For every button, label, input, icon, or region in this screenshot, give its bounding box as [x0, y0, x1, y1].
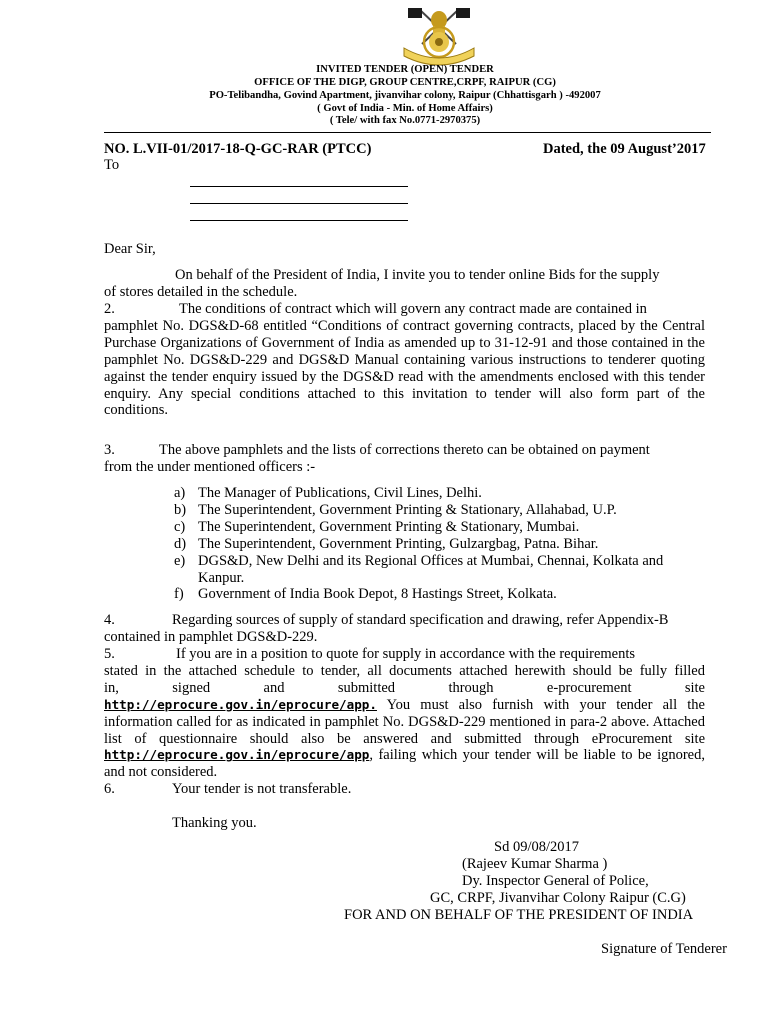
list-item: [104, 536, 705, 553]
paragraph-1-rest: of stores detailed in the schedule.: [104, 283, 298, 300]
paragraph-6-text: Your tender is not transferable.: [172, 781, 352, 797]
reference-number: NO. L.VII-01/2017-18-Q-GC-RAR (PTCC): [104, 141, 372, 157]
paragraph-5-number: 5.: [104, 646, 115, 662]
crpf-emblem: [398, 4, 480, 66]
paragraph-6: [104, 781, 705, 798]
paragraph-2-number: 2.: [104, 301, 115, 317]
signatory-name: (Rajeev Kumar Sharma ): [462, 856, 608, 872]
paragraph-3-rest: from the under mentioned officers :-: [104, 458, 316, 475]
paragraph-6-number: 6.: [104, 781, 115, 797]
paragraph-3-first-line: The above pamphlets and the lists of corrections thereto can be obtained on payment: [159, 442, 650, 458]
paragraph-1: [104, 267, 705, 301]
paragraph-3-number: 3.: [104, 442, 115, 458]
paragraph-5-continuation: You must also furnish with your tender all the information called for as indicated in pamphlet No. DGS&D-229 mentioned in para-2 above. Attached list of questionnaire should also be answered and submitted through eProcurement site: [104, 696, 705, 747]
address-line-3: [190, 220, 408, 221]
office-address: PO-Telibandha, Govind Apartment, jivanvihar colony, Raipur (Chhattisgarh ) -492007: [209, 90, 601, 101]
header-divider: [104, 132, 711, 133]
paragraph-4-first-line: Regarding sources of supply of standard specification and drawing, refer Appendix-B: [172, 612, 669, 628]
list-item-text: The Superintendent, Government Printing & Stationary, Allahabad, U.P.: [198, 501, 617, 518]
list-item: [104, 586, 705, 603]
list-marker: c): [174, 518, 186, 535]
paragraph-5-ending: , failing which your tender will be liable to be ignored, and not considered.: [104, 747, 705, 781]
paragraph-5-first-line: If you are in a position to quote for supply in accordance with the requirements: [176, 646, 636, 662]
list-marker: d): [174, 535, 187, 552]
list-item-text: Government of India Book Depot, 8 Hastings Street, Kolkata.: [198, 586, 557, 603]
paragraph-4: [104, 612, 705, 646]
on-behalf-line: FOR AND ON BEHALF OF THE PRESIDENT OF INDIA: [344, 907, 694, 923]
list-marker: a): [174, 485, 186, 501]
paragraph-5: [104, 646, 705, 781]
list-item-text: The Superintendent, Government Printing, Gulzargbag, Patna. Bihar.: [198, 535, 599, 552]
paragraph-4-rest: contained in pamphlet DGS&D-229.: [104, 628, 318, 645]
office-name: OFFICE OF THE DIGP, GROUP CENTRE,CRPF, RAIPUR (CG): [254, 77, 556, 88]
paragraph-2-rest: pamphlet No. DGS&D-68 entitled “Conditions of contract governing contracts, placed by the Central Purchase Organizations of Government of India as amended up to 31-12-91 and those contained in the pamphlet No. DGS&D-229 and DGS&D Manual containing various instructions to tenderer quoting against the tender enquiry issued by the DGS&D read with the amendments enclosed with this tender enquiry. Any special conditions attached to this invitation to tender will also form part of the conditions.: [104, 317, 705, 419]
list-marker: e): [174, 552, 186, 569]
signature-date: Sd 09/08/2017: [494, 839, 579, 855]
telephone-line: ( Tele/ with fax No.0771-2970375): [329, 115, 481, 126]
letter-date: Dated, the 09 August’2017: [543, 141, 706, 157]
list-marker: f): [174, 586, 184, 603]
signatory-designation: Dy. Inspector General of Police,: [462, 873, 649, 889]
ministry-line: ( Govt of India - Min. of Home Affairs): [317, 103, 493, 114]
list-item: [104, 502, 705, 519]
eprocure-link-1[interactable]: http://eprocure.gov.in/eprocure/app.: [104, 696, 377, 712]
address-line-1: [190, 186, 408, 187]
list-item-text: DGS&D, New Delhi and its Regional Offices at Mumbai, Chennai, Kolkata and Kanpur.: [198, 552, 664, 586]
address-line-2: [190, 203, 408, 204]
paragraph-1-first-line: On behalf of the President of India, I invite you to tender online Bids for the supply: [175, 267, 660, 283]
list-item: [104, 553, 705, 587]
signatory-office: GC, CRPF, Jivanvihar Colony Raipur (C.G): [430, 890, 686, 906]
to-label: To: [104, 157, 120, 173]
tenderer-signature-label: Signature of Tenderer: [601, 941, 727, 957]
list-item-text: The Superintendent, Government Printing & Stationary, Mumbai.: [198, 518, 580, 535]
paragraph-3: [104, 442, 705, 476]
eprocure-link-2[interactable]: http://eprocure.gov.in/eprocure/app: [104, 747, 370, 763]
salutation: Dear Sir,: [104, 241, 156, 257]
list-item-text: The Manager of Publications, Civil Lines, Delhi.: [198, 485, 482, 501]
list-item: [104, 519, 705, 536]
list-item: [104, 485, 705, 502]
tender-type-heading: INVITED TENDER (OPEN) TENDER: [316, 64, 494, 75]
list-marker: b): [174, 501, 187, 518]
paragraph-5-line-2: stated in the attached schedule to tender, all documents attached herewith should be fully filled: [104, 662, 705, 679]
officers-list: [104, 485, 705, 603]
paragraph-2: [104, 301, 705, 419]
paragraph-2-first-line: The conditions of contract which will govern any contract made are contained in: [179, 301, 647, 317]
paragraph-4-number: 4.: [104, 612, 115, 628]
closing-line: Thanking you.: [172, 815, 257, 831]
paragraph-5-line-3: in, signed and submitted through e-procurement site: [104, 679, 705, 696]
